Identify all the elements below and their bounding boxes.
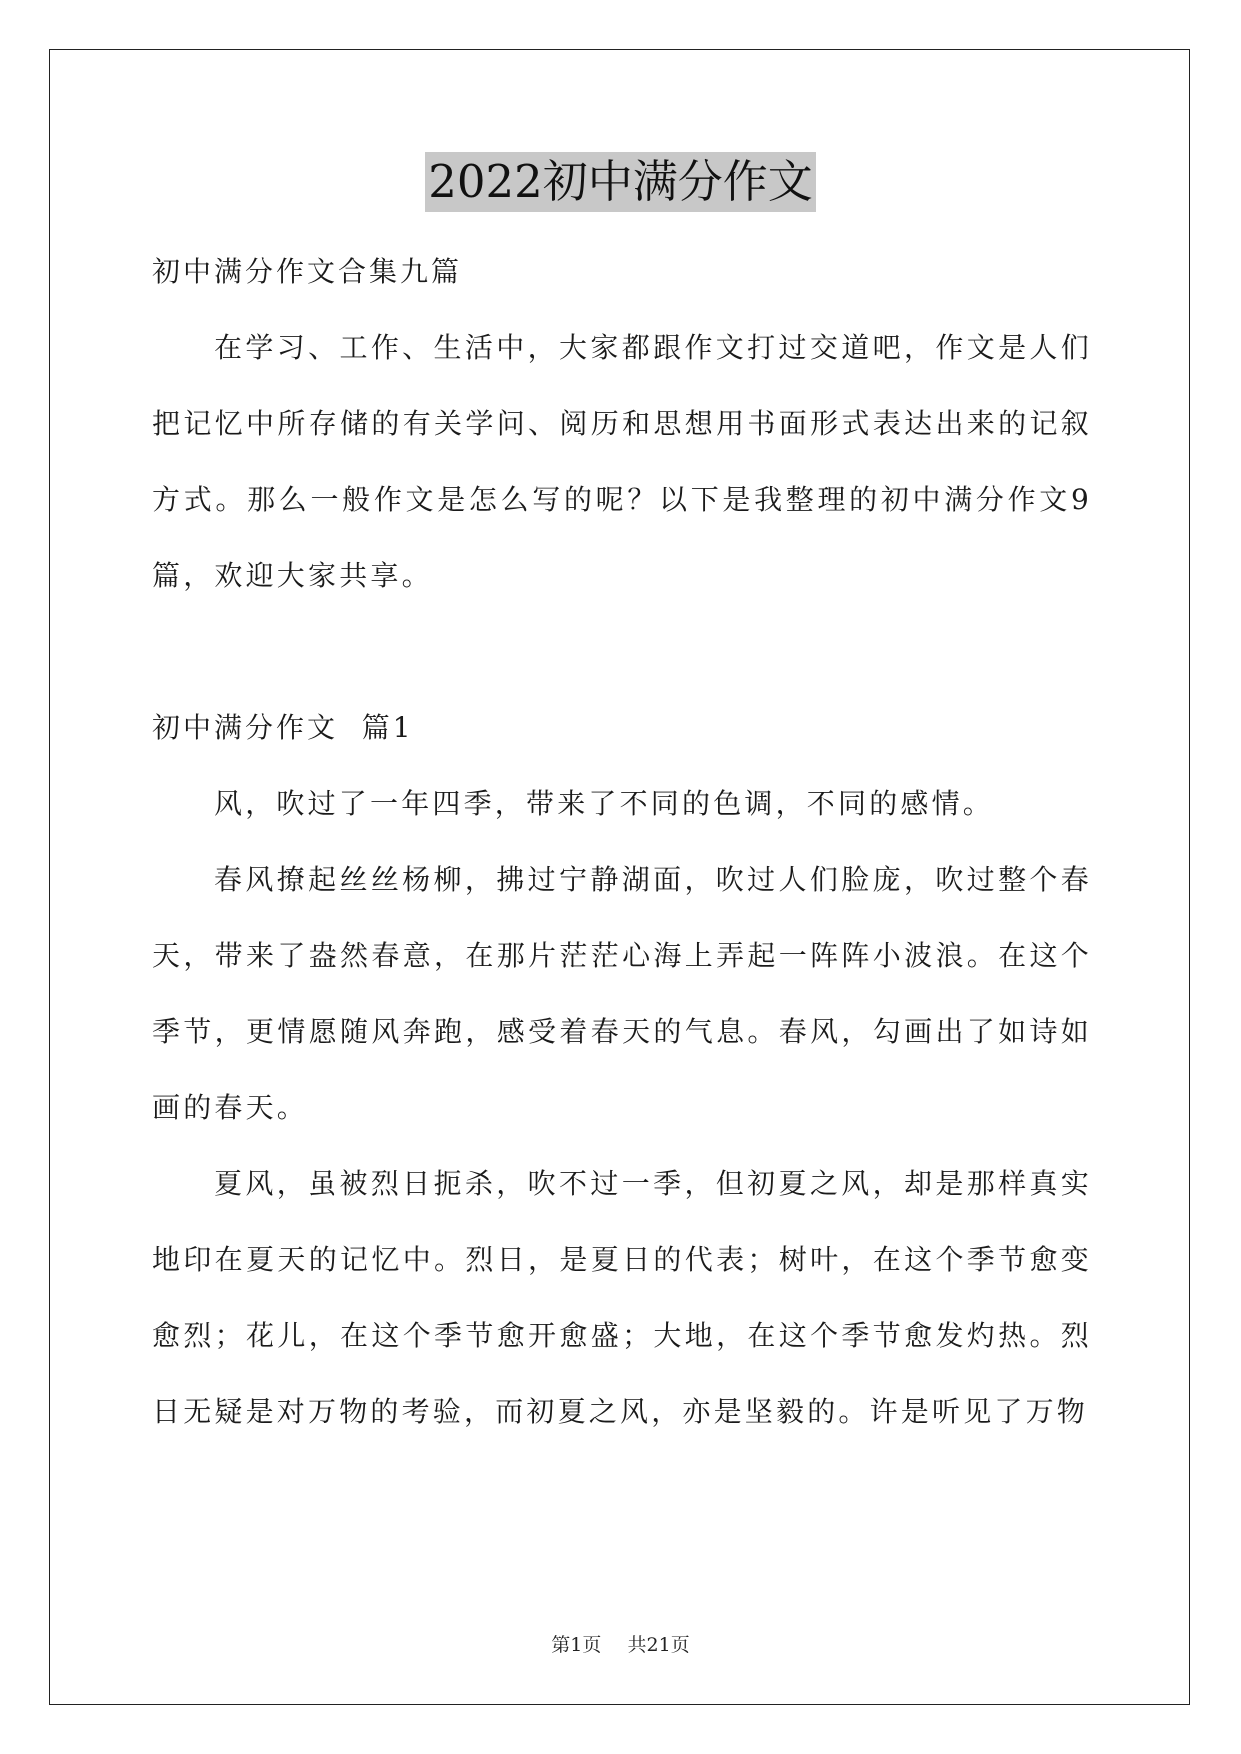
- spacer: [152, 614, 1092, 690]
- page-footer: [0, 1632, 1241, 1658]
- document-title: 2022初中满分作文: [425, 152, 816, 212]
- body-paragraph: 夏风，虽被烈日扼杀，吹不过一季，但初夏之风，却是那样真实地印在夏天的记忆中。烈日，是夏日的代表；树叶，在这个季节愈变愈烈；花儿，在这个季节愈开愈盛；大地，在这个季节愈发灼热。烈日无疑是对万物的考验，而初夏之风，亦是坚毅的。许是听见了万物: [152, 1167, 1092, 1428]
- page-number: 第1页: [551, 1634, 602, 1656]
- body-paragraph: 春风撩起丝丝杨柳，拂过宁静湖面，吹过人们脸庞，吹过整个春天，带来了盎然春意，在那片茫茫心海上弄起一阵阵小波浪。在这个季节，更情愿随风奔跑，感受着春天的气息。春风，勾画出了如诗如画的春天。: [152, 863, 1092, 1124]
- document-subtitle: 初中满分作文合集九篇: [152, 255, 463, 288]
- document-body: [152, 234, 1092, 1450]
- intro-paragraph: 在学习、工作、生活中，大家都跟作文打过交道吧，作文是人们把记忆中所存储的有关学问、阅历和思想用书面形式表达出来的记叙方式。那么一般作文是怎么写的呢？以下是我整理的初中满分作文9篇，欢迎大家共享。: [152, 331, 1092, 592]
- body-paragraph: 风，吹过了一年四季，带来了不同的色调，不同的感情。: [214, 787, 995, 820]
- section-heading: 初中满分作文 篇1: [152, 711, 414, 744]
- title-container: [0, 152, 1241, 212]
- page-total: 共21页: [627, 1634, 690, 1656]
